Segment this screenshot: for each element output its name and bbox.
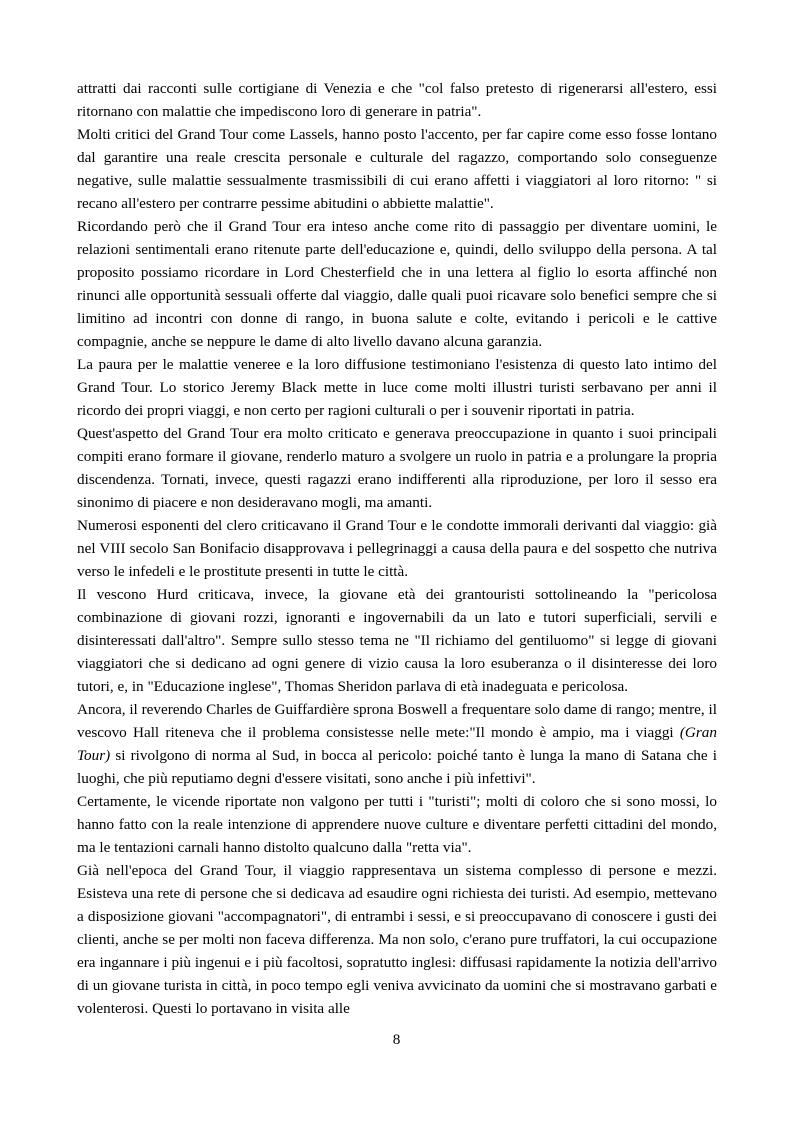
paragraph: Ricordando però che il Grand Tour era inteso anche come rito di passaggio per diventare uomini, le relazioni sentimentali erano ritenute parte dell'educazione e, quindi, dello sviluppo della persona. A tal proposito possiamo ricordare in Lord Chesterfield che in una lettera al figlio lo esorta affinché non rinunci alle opportunità sessuali offerte dal viaggio, dalle quali puoi ricavare solo benefici sempre che si limitino ad incontri con donne di rango, in buona salute e colte, evitando i pericoli e le cattive compagnie, anche se neppure le dame di alto livello davano alcuna garanzia. <box>77 218 717 350</box>
paragraph-emphasis: (Gran Tour) <box>77 724 717 764</box>
paragraph <box>77 698 717 790</box>
paragraph: Numerosi esponenti del clero criticavano il Grand Tour e le condotte immorali derivanti dal viaggio: già nel VIII secolo San Bonifacio disapprovava i pellegrinaggi a causa della paura e del sospetto che nutriva verso le infedeli e le prostitute presenti in tutte le città. <box>77 517 717 580</box>
paragraph: Quest'aspetto del Grand Tour era molto criticato e generava preoccupazione in quanto i suoi principali compiti erano formare il giovane, renderlo maturo a svolgere un ruolo in patria e a prolungare la propria discendenza. Tornati, invece, questi ragazzi erano indifferenti alla riproduzione, per loro il sesso era sinonimo di piacere e non desideravano mogli, ma amanti. <box>77 425 717 511</box>
paragraph: Il vescono Hurd criticava, invece, la giovane età dei grantouristi sottolineando la "pericolosa combinazione di giovani rozzi, ignoranti e ingovernabili da un lato e tutori superficiali, servili e disinteressati dall'altro". Sempre sullo stesso tema ne "Il richiamo del gentiluomo" si legge di giovani viaggiatori che si dedicano ad ogni genere di vizio causa la loro esuberanza o il disinteresse dei loro tutori, e, in "Educazione inglese", Thomas Sheridon parlava di età inadeguata e pericolosa. <box>77 586 717 695</box>
paragraph: La paura per le malattie veneree e la loro diffusione testimoniano l'esistenza di questo lato intimo del Grand Tour. Lo storico Jeremy Black mette in luce come molti illustri turisti serbavano per anni il ricordo dei propri viaggi, e non certo per ragioni culturali o per i souvenir riportati in patria. <box>77 356 717 419</box>
body-text <box>77 77 717 1020</box>
paragraph: Molti critici del Grand Tour come Lassels, hanno posto l'accento, per far capire come esso fosse lontano dal garantire una reale crescita personale e culturale del ragazzo, comportando solo conseguenze negative, sulle malattie sessualmente trasmissibili di cui erano affetti i viaggiatori al loro ritorno: " si recano all'estero per contrarre pessime abitudini o abbiette malattie". <box>77 126 717 212</box>
paragraph: attratti dai racconti sulle cortigiane di Venezia e che "col falso pretesto di rigenerarsi all'estero, essi ritornano con malattie che impediscono loro di generare in patria". <box>77 80 717 120</box>
paragraph: Certamente, le vicende riportate non valgono per tutti i "turisti"; molti di coloro che si sono mossi, lo hanno fatto con la reale intenzione di apprendere nuove culture e diventare perfetti cittadini del mondo, ma le tentazioni carnali hanno distolto qualcuno dalla "retta via". <box>77 793 717 856</box>
page-number: 8 <box>392 1031 401 1048</box>
paragraph-text-before: Ancora, il reverendo Charles de Guiffardière sprona Boswell a frequentare solo dame di rango; mentre, il vescovo Hall riteneva che il problema consistesse nelle mete:"Il mondo è ampio, ma i viaggi <box>77 701 717 741</box>
paragraph: Già nell'epoca del Grand Tour, il viaggio rappresentava un sistema complesso di persone e mezzi. Esisteva una rete di persone che si dedicava ad esaudire ogni richiesta dei turisti. Ad esempio, mettevano a disposizione giovani "accompagnatori", di entrambi i sessi, e si preoccupavano di conoscere i gusti dei clienti, anche se per molti non faceva differenza. Ma non solo, c'erano pure truffatori, la cui occupazione era ingannare i più ingenui e i più facoltosi, sopratutto inglesi: diffusasi rapidamente la notizia dell'arrivo di un giovane turista in città, in poco tempo egli veniva avvicinato da uomini che si mostravano garbati e volenterosi. Questi lo portavano in visita alle <box>77 862 717 1017</box>
paragraph-text-after: si rivolgono di norma al Sud, in bocca al pericolo: poiché tanto è lunga la mano di Satana che i luoghi, che più reputiamo degni d'essere visitati, sono anche i più infettivi". <box>77 747 717 787</box>
